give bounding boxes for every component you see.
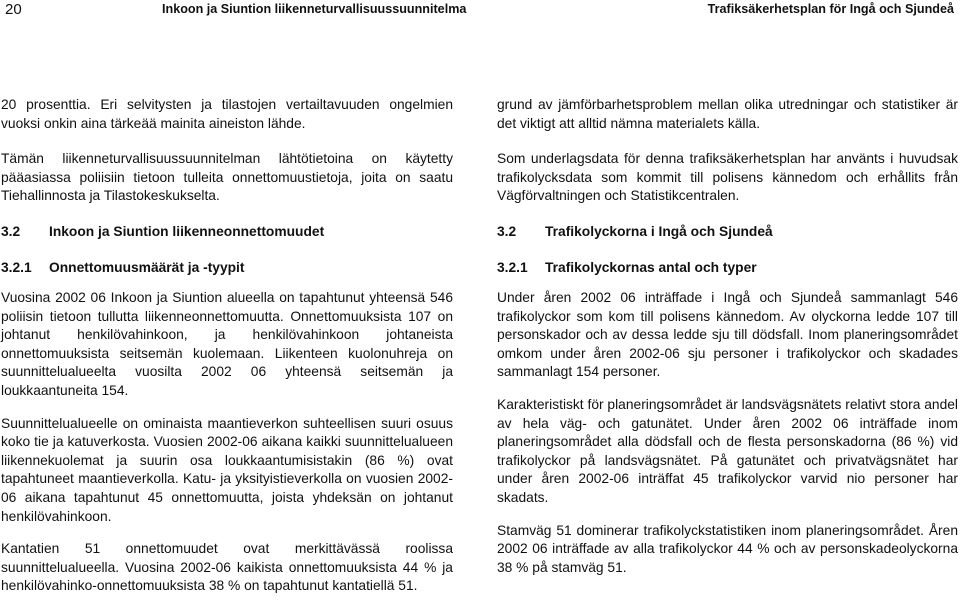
body-paragraph: Karakteristiskt för planeringsområdet är landsvägsnätets relativt stora andel av hela väg- och gatunätet. Under åren 2002 06 inträffade inom planeringsområdet alla dödsfall och de flesta personskadorna (86 %) vid trafikolyckor på landsvägsnätet. På gatunätet och privatvägsnätet har under åren 2002-06 inträffat 45 trafikolyckor varvid nio personer har skadats. bbox=[497, 396, 958, 505]
section-title: Inkoon ja Siuntion liikenneonnettomuudet bbox=[49, 223, 325, 239]
page-header bbox=[0, 0, 960, 20]
running-title-finnish: Inkoon ja Siuntion liikenneturvallisuussuunnitelma bbox=[162, 2, 467, 16]
section-number: 3.2 bbox=[1, 223, 21, 239]
body-paragraph: Suunnittelualueelle on ominaista maantieverkon suhteellisen suuri osuus koko tie ja katuverkosta. Vuosien 2002-06 aikana kaikki suunnittelualueen liikennekuolemat ja suurin osa loukkaantumisistakin (86 %) ovat tapahtuneet maantieverkolla. Katu- ja yksityistieverkolla on vuosien 2002-06 aikana tapahtunut 45 onnettomuutta, joista yhdeksän on johtanut henkilövahinkoon. bbox=[1, 415, 453, 524]
subsection-number: 3.2.1 bbox=[497, 259, 528, 275]
intro-paragraph: grund av jämförbarhetsproblem mellan olika utredningar och statistiker är det viktigt att alltid nämna materialets källa. bbox=[497, 97, 958, 131]
body-paragraph: Under åren 2002 06 inträffade i Ingå och Sjundeå sammanlagt 546 trafikolyckor som kom till polisens kännedom. Av olyckorna ledde 107 till personskador och av dessa ledde sju till dödsfall. Inom planeringsområdet omkom under åren 2002-06 sju personer i trafikolyckor och skadades sammanlagt 154 personer. bbox=[497, 289, 958, 380]
body-paragraph: Stamväg 51 dominerar trafikolyckstatistiken inom planeringsområdet. Åren 2002 06 inträffade av alla trafikolyckor 44 % och av personskadeolyckorna 38 % på stamväg 51. bbox=[497, 522, 958, 575]
body-paragraph: Kantatien 51 onnettomuudet ovat merkittävässä roolissa suunnittelualueella. Vuosina 2002-06 kaikista onnettomuuksista 44 % ja henkilövahinko-onnettomuuksista 38 % on tapahtunut kantatiellä 51. bbox=[1, 541, 453, 594]
intro-paragraph: Tämän liikenneturvallisuussuunnitelman lähtötietoina on käytetty pääasiassa poliisiin tietoon tulleita onnettomuustietoja, joita on saatu Tiehallinnosta ja Tilastokeskukselta. bbox=[1, 151, 453, 204]
subsection-heading bbox=[1, 259, 453, 277]
running-title-swedish: Trafiksäkerhetsplan för Ingå och Sjundeå bbox=[707, 2, 954, 16]
intro-paragraph: 20 prosenttia. Eri selvitysten ja tilastojen vertailtavuuden ongelmien vuoksi onkin aina tärkeää mainita aineiston lähde. bbox=[1, 97, 453, 131]
subsection-heading bbox=[497, 259, 958, 277]
subsection-title: Onnettomuusmäärät ja -tyypit bbox=[49, 259, 245, 275]
section-number: 3.2 bbox=[497, 223, 517, 239]
intro-paragraph: Som underlagsdata för denna trafiksäkerhetsplan har använts i huvudsak trafikolycksdata som kommit till polisens kännedom och erhållits från Vägförvaltningen och Statistikcentralen. bbox=[497, 151, 958, 204]
swedish-column bbox=[497, 96, 958, 593]
body-paragraph: Vuosina 2002 06 Inkoon ja Siuntion alueella on tapahtunut yhteensä 546 poliisin tietoon tullutta liikenneonnettomuutta. Onnettomuuksista 107 on johtanut henkilövahinkoon, ja henkilövahinkoon johtaneista onnettomuuksista seitsemän kuolemaan. Liikenteen kuolonuhreja on suunnittelualueelta vuosilta 2002 06 yhteensä seitsemän ja loukkaantuneita 154. bbox=[1, 289, 453, 398]
subsection-title: Trafikolyckornas antal och typer bbox=[545, 259, 757, 275]
section-title: Trafikolyckorna i Ingå och Sjundeå bbox=[545, 223, 773, 239]
finnish-column bbox=[1, 96, 453, 612]
subsection-number: 3.2.1 bbox=[1, 259, 32, 275]
page-number: 20 bbox=[5, 1, 22, 18]
section-heading bbox=[1, 223, 453, 241]
section-heading bbox=[497, 223, 958, 241]
